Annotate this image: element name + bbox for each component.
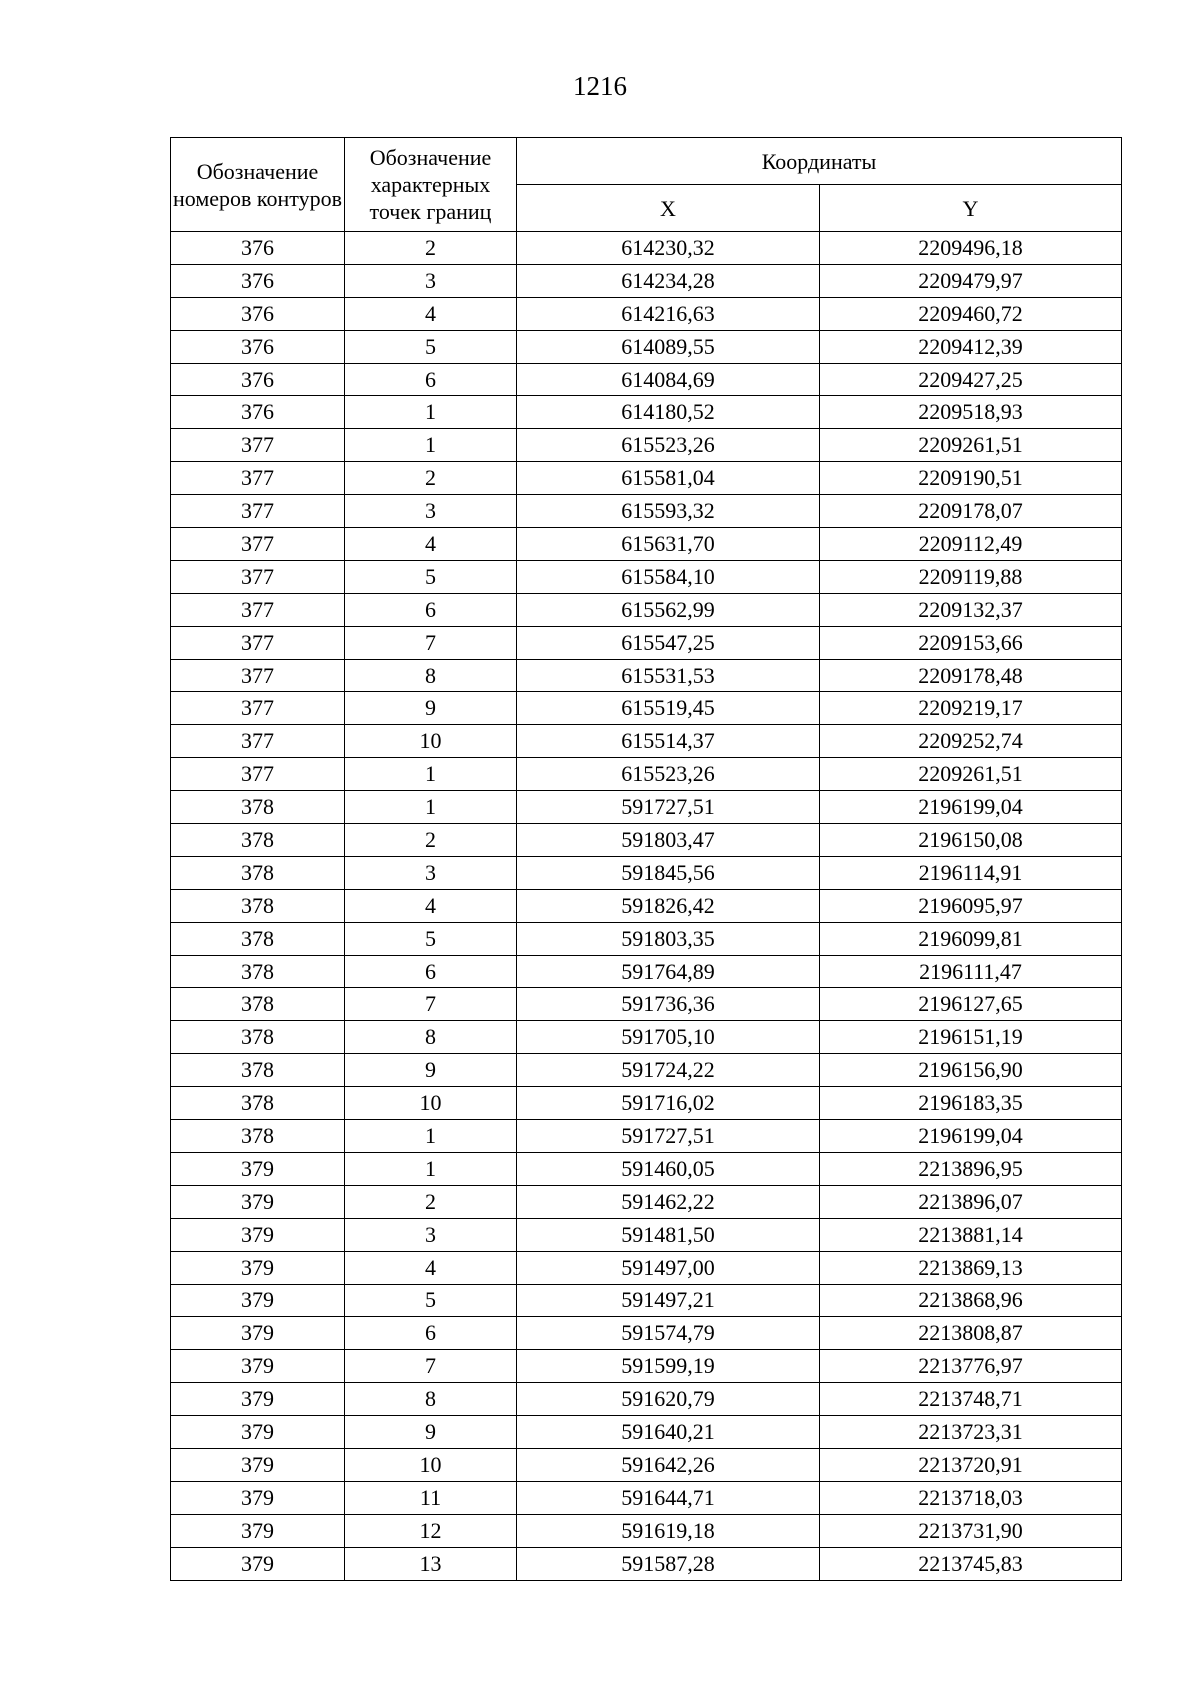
- cell-point-number: 6: [345, 363, 517, 396]
- table-row: [171, 593, 1122, 626]
- cell-point-number: 10: [345, 725, 517, 758]
- table-row: [171, 297, 1122, 330]
- cell-y: 2209261,51: [820, 758, 1122, 791]
- cell-y: 2209412,39: [820, 330, 1122, 363]
- cell-point-number: 10: [345, 1448, 517, 1481]
- cell-point-number: 1: [345, 429, 517, 462]
- table-row: [171, 1547, 1122, 1580]
- table-row: [171, 791, 1122, 824]
- cell-y: 2196114,91: [820, 856, 1122, 889]
- table-row: [171, 725, 1122, 758]
- cell-x: 591481,50: [517, 1218, 820, 1251]
- cell-x: 615523,26: [517, 429, 820, 462]
- cell-point-number: 2: [345, 824, 517, 857]
- table-header: [171, 138, 1122, 232]
- cell-x: 591460,05: [517, 1152, 820, 1185]
- cell-contour-number: 379: [171, 1152, 345, 1185]
- cell-x: 591705,10: [517, 1021, 820, 1054]
- cell-point-number: 5: [345, 1284, 517, 1317]
- cell-y: 2209518,93: [820, 396, 1122, 429]
- cell-contour-number: 376: [171, 363, 345, 396]
- cell-point-number: 13: [345, 1547, 517, 1580]
- header-boundary-point: Обозначение характерных точек границ: [345, 138, 517, 232]
- cell-x: 591642,26: [517, 1448, 820, 1481]
- cell-point-number: 8: [345, 659, 517, 692]
- table-row: [171, 1284, 1122, 1317]
- table-row: [171, 659, 1122, 692]
- cell-contour-number: 377: [171, 725, 345, 758]
- cell-y: 2209119,88: [820, 560, 1122, 593]
- table-row: [171, 758, 1122, 791]
- cell-point-number: 7: [345, 1350, 517, 1383]
- cell-x: 591845,56: [517, 856, 820, 889]
- table-row: [171, 1416, 1122, 1449]
- table-row: [171, 1514, 1122, 1547]
- cell-y: 2196151,19: [820, 1021, 1122, 1054]
- cell-contour-number: 377: [171, 659, 345, 692]
- cell-point-number: 2: [345, 462, 517, 495]
- cell-x: 591497,21: [517, 1284, 820, 1317]
- cell-contour-number: 379: [171, 1284, 345, 1317]
- cell-point-number: 12: [345, 1514, 517, 1547]
- page-number: 1216: [573, 71, 627, 101]
- table-row: [171, 626, 1122, 659]
- cell-point-number: 6: [345, 593, 517, 626]
- cell-x: 591497,00: [517, 1251, 820, 1284]
- cell-y: 2196111,47: [820, 955, 1122, 988]
- cell-y: 2213868,96: [820, 1284, 1122, 1317]
- cell-y: 2209112,49: [820, 528, 1122, 561]
- cell-y: 2196095,97: [820, 889, 1122, 922]
- cell-contour-number: 379: [171, 1317, 345, 1350]
- cell-contour-number: 379: [171, 1185, 345, 1218]
- cell-point-number: 3: [345, 495, 517, 528]
- cell-point-number: 2: [345, 1185, 517, 1218]
- table-row: [171, 495, 1122, 528]
- cell-contour-number: 378: [171, 922, 345, 955]
- cell-x: 591716,02: [517, 1087, 820, 1120]
- header-y: Y: [820, 185, 1122, 232]
- cell-y: 2196199,04: [820, 1120, 1122, 1153]
- header-x: X: [517, 185, 820, 232]
- header-coordinates: Координаты: [517, 138, 1122, 185]
- cell-contour-number: 379: [171, 1218, 345, 1251]
- cell-contour-number: 376: [171, 330, 345, 363]
- table-row: [171, 363, 1122, 396]
- cell-contour-number: 377: [171, 626, 345, 659]
- cell-contour-number: 376: [171, 264, 345, 297]
- cell-point-number: 5: [345, 560, 517, 593]
- cell-point-number: 2: [345, 232, 517, 265]
- cell-point-number: 3: [345, 1218, 517, 1251]
- cell-x: 591727,51: [517, 1120, 820, 1153]
- cell-y: 2209261,51: [820, 429, 1122, 462]
- cell-contour-number: 378: [171, 824, 345, 857]
- cell-point-number: 1: [345, 791, 517, 824]
- table-row: [171, 560, 1122, 593]
- table-row: [171, 1185, 1122, 1218]
- cell-y: 2209460,72: [820, 297, 1122, 330]
- cell-x: 614230,32: [517, 232, 820, 265]
- cell-point-number: 4: [345, 889, 517, 922]
- cell-point-number: 5: [345, 922, 517, 955]
- cell-y: 2209178,48: [820, 659, 1122, 692]
- cell-x: 614216,63: [517, 297, 820, 330]
- cell-x: 591644,71: [517, 1481, 820, 1514]
- cell-y: 2209252,74: [820, 725, 1122, 758]
- cell-x: 615514,37: [517, 725, 820, 758]
- cell-x: 615584,10: [517, 560, 820, 593]
- cell-y: 2213745,83: [820, 1547, 1122, 1580]
- table-row: [171, 232, 1122, 265]
- cell-point-number: 7: [345, 988, 517, 1021]
- cell-y: 2196199,04: [820, 791, 1122, 824]
- cell-x: 591724,22: [517, 1054, 820, 1087]
- cell-contour-number: 378: [171, 856, 345, 889]
- table-row: [171, 856, 1122, 889]
- cell-y: 2209427,25: [820, 363, 1122, 396]
- cell-contour-number: 377: [171, 495, 345, 528]
- table-row: [171, 1120, 1122, 1153]
- cell-contour-number: 378: [171, 988, 345, 1021]
- cell-contour-number: 376: [171, 232, 345, 265]
- cell-contour-number: 379: [171, 1481, 345, 1514]
- table-row: [171, 1152, 1122, 1185]
- cell-contour-number: 376: [171, 297, 345, 330]
- cell-point-number: 1: [345, 396, 517, 429]
- cell-point-number: 9: [345, 1416, 517, 1449]
- table-row: [171, 462, 1122, 495]
- table-row: [171, 1317, 1122, 1350]
- cell-x: 591462,22: [517, 1185, 820, 1218]
- cell-contour-number: 377: [171, 528, 345, 561]
- cell-y: 2213748,71: [820, 1383, 1122, 1416]
- cell-x: 614084,69: [517, 363, 820, 396]
- cell-point-number: 6: [345, 1317, 517, 1350]
- cell-contour-number: 378: [171, 889, 345, 922]
- cell-contour-number: 378: [171, 1120, 345, 1153]
- cell-x: 615581,04: [517, 462, 820, 495]
- cell-x: 614180,52: [517, 396, 820, 429]
- table-row: [171, 824, 1122, 857]
- table-row: [171, 692, 1122, 725]
- cell-y: 2213896,07: [820, 1185, 1122, 1218]
- cell-y: 2213808,87: [820, 1317, 1122, 1350]
- cell-y: 2213720,91: [820, 1448, 1122, 1481]
- cell-y: 2209132,37: [820, 593, 1122, 626]
- cell-x: 615562,99: [517, 593, 820, 626]
- table-body: [171, 232, 1122, 1581]
- cell-point-number: 1: [345, 1152, 517, 1185]
- cell-contour-number: 379: [171, 1416, 345, 1449]
- table-row: [171, 1383, 1122, 1416]
- cell-contour-number: 379: [171, 1383, 345, 1416]
- table-row: [171, 889, 1122, 922]
- table-row: [171, 1350, 1122, 1383]
- table-row: [171, 330, 1122, 363]
- table-row: [171, 1481, 1122, 1514]
- cell-contour-number: 378: [171, 955, 345, 988]
- cell-y: 2209496,18: [820, 232, 1122, 265]
- cell-x: 591736,36: [517, 988, 820, 1021]
- table-row: [171, 396, 1122, 429]
- table-row: [171, 955, 1122, 988]
- cell-point-number: 3: [345, 856, 517, 889]
- table-row: [171, 1021, 1122, 1054]
- header-contour-number: Обозначение номеров контуров: [171, 138, 345, 232]
- cell-point-number: 10: [345, 1087, 517, 1120]
- table-row: [171, 1251, 1122, 1284]
- table-row: [171, 922, 1122, 955]
- cell-x: 591599,19: [517, 1350, 820, 1383]
- table-row: [171, 429, 1122, 462]
- cell-point-number: 9: [345, 1054, 517, 1087]
- cell-x: 591803,47: [517, 824, 820, 857]
- cell-x: 591764,89: [517, 955, 820, 988]
- cell-contour-number: 379: [171, 1448, 345, 1481]
- cell-contour-number: 376: [171, 396, 345, 429]
- cell-x: 615531,53: [517, 659, 820, 692]
- cell-x: 591727,51: [517, 791, 820, 824]
- cell-y: 2213776,97: [820, 1350, 1122, 1383]
- cell-point-number: 8: [345, 1383, 517, 1416]
- cell-y: 2209219,17: [820, 692, 1122, 725]
- cell-x: 591574,79: [517, 1317, 820, 1350]
- cell-y: 2213718,03: [820, 1481, 1122, 1514]
- cell-x: 615547,25: [517, 626, 820, 659]
- cell-contour-number: 379: [171, 1251, 345, 1284]
- cell-x: 615523,26: [517, 758, 820, 791]
- cell-x: 591803,35: [517, 922, 820, 955]
- cell-y: 2209153,66: [820, 626, 1122, 659]
- cell-point-number: 3: [345, 264, 517, 297]
- cell-contour-number: 378: [171, 1054, 345, 1087]
- cell-y: 2213881,14: [820, 1218, 1122, 1251]
- cell-contour-number: 377: [171, 560, 345, 593]
- cell-contour-number: 377: [171, 429, 345, 462]
- cell-point-number: 1: [345, 758, 517, 791]
- cell-point-number: 4: [345, 528, 517, 561]
- cell-contour-number: 379: [171, 1350, 345, 1383]
- coordinates-table: [170, 137, 1122, 1581]
- cell-y: 2196150,08: [820, 824, 1122, 857]
- table-row: [171, 528, 1122, 561]
- cell-y: 2213896,95: [820, 1152, 1122, 1185]
- cell-point-number: 7: [345, 626, 517, 659]
- cell-y: 2209190,51: [820, 462, 1122, 495]
- cell-x: 614089,55: [517, 330, 820, 363]
- cell-x: 591587,28: [517, 1547, 820, 1580]
- cell-x: 614234,28: [517, 264, 820, 297]
- table-row: [171, 1218, 1122, 1251]
- cell-point-number: 4: [345, 297, 517, 330]
- cell-y: 2213723,31: [820, 1416, 1122, 1449]
- cell-point-number: 5: [345, 330, 517, 363]
- cell-point-number: 11: [345, 1481, 517, 1514]
- cell-y: 2213731,90: [820, 1514, 1122, 1547]
- cell-y: 2213869,13: [820, 1251, 1122, 1284]
- cell-point-number: 4: [345, 1251, 517, 1284]
- table-row: [171, 1054, 1122, 1087]
- cell-x: 591826,42: [517, 889, 820, 922]
- cell-point-number: 1: [345, 1120, 517, 1153]
- cell-y: 2209479,97: [820, 264, 1122, 297]
- cell-y: 2196156,90: [820, 1054, 1122, 1087]
- cell-contour-number: 378: [171, 791, 345, 824]
- cell-contour-number: 378: [171, 1021, 345, 1054]
- cell-y: 2209178,07: [820, 495, 1122, 528]
- cell-x: 615631,70: [517, 528, 820, 561]
- cell-x: 591640,21: [517, 1416, 820, 1449]
- cell-y: 2196099,81: [820, 922, 1122, 955]
- table-row: [171, 264, 1122, 297]
- cell-contour-number: 377: [171, 758, 345, 791]
- cell-point-number: 9: [345, 692, 517, 725]
- cell-x: 591619,18: [517, 1514, 820, 1547]
- cell-contour-number: 379: [171, 1547, 345, 1580]
- cell-contour-number: 377: [171, 692, 345, 725]
- cell-x: 591620,79: [517, 1383, 820, 1416]
- table-row: [171, 1087, 1122, 1120]
- table-row: [171, 1448, 1122, 1481]
- cell-contour-number: 377: [171, 462, 345, 495]
- cell-x: 615593,32: [517, 495, 820, 528]
- cell-contour-number: 378: [171, 1087, 345, 1120]
- cell-contour-number: 379: [171, 1514, 345, 1547]
- cell-point-number: 6: [345, 955, 517, 988]
- cell-contour-number: 377: [171, 593, 345, 626]
- cell-y: 2196127,65: [820, 988, 1122, 1021]
- cell-x: 615519,45: [517, 692, 820, 725]
- table-row: [171, 988, 1122, 1021]
- cell-y: 2196183,35: [820, 1087, 1122, 1120]
- cell-point-number: 8: [345, 1021, 517, 1054]
